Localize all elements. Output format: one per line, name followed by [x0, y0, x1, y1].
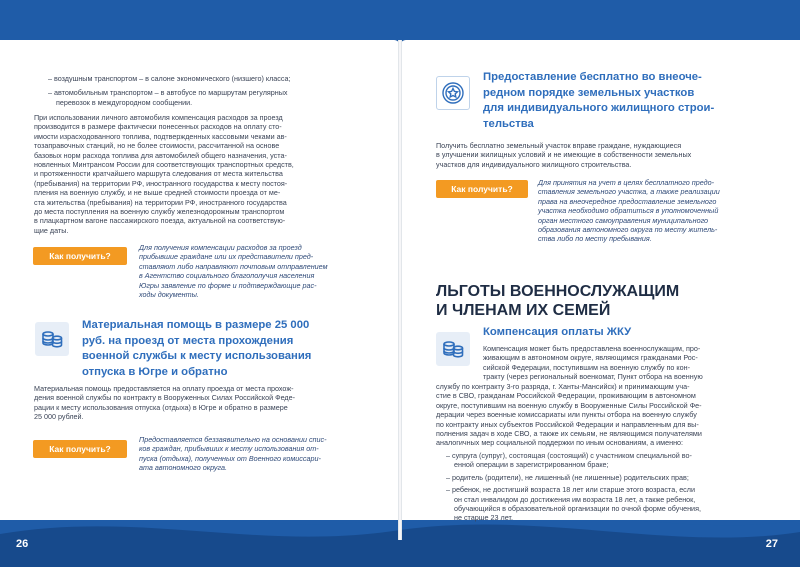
text-line: ставления земельного участка, а также реализации: [538, 187, 720, 197]
text-line: прибывшие граждане или их представители пред-: [139, 252, 314, 262]
text-line: тракту (через региональный военкомат, Пункт отбора на военную: [483, 372, 703, 382]
text-line: Для принятия на учет в целях бесплатного предо-: [538, 178, 714, 187]
text-line: ков граждан, прибывших к месту использования от-: [139, 444, 319, 454]
text-line: базовых норм расхода топлива для автомобилей общего назначения, уста-: [34, 150, 287, 160]
heading-line: редном порядке земельных участков: [483, 86, 695, 99]
text-line: новленных Минтрансом России для соответствующих транспортных средств,: [34, 160, 294, 170]
text-line: участков для индивидуального жилищного строительства.: [436, 159, 632, 169]
text-line: ства либо по месту пребывания.: [538, 234, 652, 244]
star-badge-icon: [436, 76, 470, 110]
heading-line: Компенсация оплаты ЖКУ: [483, 326, 632, 338]
text-line: ставляют либо направляют почтовым отправлением: [139, 261, 328, 271]
text-line: При использовании личного автомобиля компенсация расходов за проезд: [34, 113, 283, 122]
text-line: участка необходимо обратиться в уполномоченный: [538, 206, 719, 216]
text-line: Для получения компенсации расходов за проезд: [139, 243, 302, 252]
heading-line: тельства: [483, 117, 534, 130]
housing-paragraph: [436, 382, 773, 448]
page-number-right: 27: [765, 538, 778, 550]
text-line: аналогичных мер социальной поддержки по иным основаниям, а именно:: [436, 438, 684, 448]
text-line: округе, поступившим на военную службу в Вооруженные Силы Российской Фе-: [436, 400, 702, 410]
text-line: службу по контракту 3-го разряда, г. Ханты-Мансийск) и принимающим уча-: [436, 382, 690, 391]
text-line: Предоставляется беззаявительно на основании спис-: [139, 435, 327, 444]
heading-line: военной службы к месту использования: [82, 350, 312, 363]
list-item: [446, 451, 773, 470]
text-line: Получить бесплатно земельный участок вправе граждане, нуждающиеся: [436, 141, 682, 150]
heading-line: Материальная помощь в размере 25 000: [82, 319, 310, 331]
housing-intro-paragraph: [483, 344, 773, 382]
section-title-land-plots: [483, 70, 773, 132]
text-line: Компенсация может быть предоставлена военнослужащим, про-: [483, 344, 701, 353]
text-line: Югры заявление по форме и подтверждающие рас-: [139, 280, 317, 290]
text-line: живающим в автономном округе, являющимся гражданами Рос-: [483, 353, 698, 363]
text-line: дения военной службы по контракту в Вооруженных Силах Российской Феде-: [34, 393, 296, 403]
text-line: ата автономного округа.: [139, 463, 227, 473]
text-line: енной операции в зарегистрированном браке;: [454, 460, 609, 470]
text-line: обучающийся в образовательной организации по очной форме обучения,: [454, 504, 701, 514]
left-page: [0, 40, 400, 520]
heading-line: отпуска в Югре и обратно: [82, 365, 228, 378]
text-line: сийской Федерации, поступившим на военную службу по кон-: [483, 362, 690, 372]
section-title-housing-compensation: [483, 325, 773, 341]
text-line: стие в СВО, гражданам Российской Федерации, проживающим в автономном: [436, 391, 696, 401]
text-line: в улучшении жилищных условий и не имеющие в собственности земельных: [436, 150, 692, 160]
how-to-get-instructions: [139, 243, 375, 299]
text-line: – ребенок, не достигший возраста 18 лет или старше этого возраста, если: [446, 485, 695, 495]
text-line: до места поступления на военную службу железнодорожным транспортом: [34, 207, 285, 217]
list-line: – автомобильным транспортом – в автобусе по маршрутам регулярных: [48, 88, 288, 98]
text-line: щие даты.: [34, 225, 69, 235]
text-line: (пребывания) на территории РФ, иностранного государства к месту постоя-: [34, 178, 288, 188]
how-to-get-instructions: [538, 178, 770, 244]
text-line: производится в размере фактически понесенных расходов на оплату сто-: [34, 122, 282, 132]
text-line: имости израсходованного топлива, подтвержденных кассовыми чеками ав-: [34, 131, 287, 141]
heading-line: Предоставление бесплатно во внеоче-: [483, 71, 702, 83]
car-compensation-paragraph: [34, 113, 374, 235]
section-title-material-aid: [82, 318, 382, 380]
book-spine: [398, 40, 402, 540]
heading-line: ЛЬГОТЫ ВОЕННОСЛУЖАЩИМ: [436, 283, 680, 300]
text-line: орган местного самоуправления муниципального: [538, 215, 709, 225]
right-page: [400, 40, 800, 523]
list-line: перевозок в междугородном сообщении.: [56, 97, 193, 107]
text-line: в Агентство социального благополучия населения: [139, 271, 315, 281]
text-line: полнения задач в ходе СВО, а также их семьям, не являющимся получателями: [436, 429, 702, 439]
text-line: тозаправочных станций, но не более стоимости, рассчитанной на основе: [34, 141, 280, 151]
coins-icon: [35, 322, 69, 356]
text-line: права на внеочередное предоставление земельного: [538, 196, 717, 206]
transport-list: [48, 74, 378, 109]
material-aid-paragraph: [34, 384, 374, 422]
eligible-family-list: [446, 451, 773, 523]
page-title-benefits: [436, 282, 766, 320]
text-line: не старше 23 лет.: [454, 513, 513, 523]
text-line: – супруга (супруг), состоящая (состоящий) с участником специальной во-: [446, 451, 692, 460]
heading-line: И ЧЛЕНАМ ИХ СЕМЕЙ: [436, 302, 611, 319]
heading-line: руб. на проезд от места прохождения: [82, 334, 294, 347]
text-line: пуска (отдыха), полученных от Военного комиссари-: [139, 453, 321, 463]
text-line: и протяженности кратчайшего маршрута следования от места жительства: [34, 169, 283, 179]
text-line: дерации через военные комиссариаты или пункты отбора на военную службу: [436, 410, 697, 420]
text-line: рации к месту использования отпуска (отдыха) в Югре и обратно в размере: [34, 402, 288, 412]
how-to-get-instructions: [139, 435, 375, 473]
how-to-get-button[interactable]: Как получить?: [436, 180, 528, 198]
heading-line: для индивидуального жилищного строи-: [483, 102, 715, 115]
text-line: ходы документы.: [139, 290, 199, 300]
text-line: он стал инвалидом до достижения им возраста 18 лет, а также ребенок,: [454, 494, 696, 504]
text-line: образования автономного округа по месту житель-: [538, 225, 718, 235]
list-line: – воздушным транспортом – в салоне экономического (низшего) класса;: [48, 74, 291, 83]
how-to-get-button[interactable]: Как получить?: [33, 440, 127, 458]
how-to-get-button[interactable]: Как получить?: [33, 247, 127, 265]
list-item: [446, 485, 773, 523]
text-line: в плацкартном вагоне пассажирского поезда, актуальной на соответствую-: [34, 216, 286, 226]
text-line: пления на военную службу, и не выше средней стоимости проезда от ме-: [34, 188, 281, 198]
text-line: по контракту иных субъектов Российской Федерации и направленным для вы-: [436, 419, 699, 429]
page-number-left: 26: [16, 538, 29, 550]
coins-icon: [436, 332, 470, 366]
text-line: ста жительства (пребывания) на территории РФ, иностранного государства: [34, 197, 287, 207]
text-line: Материальная помощь предоставляется на оплату проезда от места прохож-: [34, 384, 294, 393]
text-line: – родитель (родители), не лишенный (не лишенные) родительских прав;: [446, 472, 689, 482]
list-item: [446, 473, 773, 482]
text-line: 25 000 рублей.: [34, 412, 84, 422]
land-plots-paragraph: [436, 141, 770, 169]
